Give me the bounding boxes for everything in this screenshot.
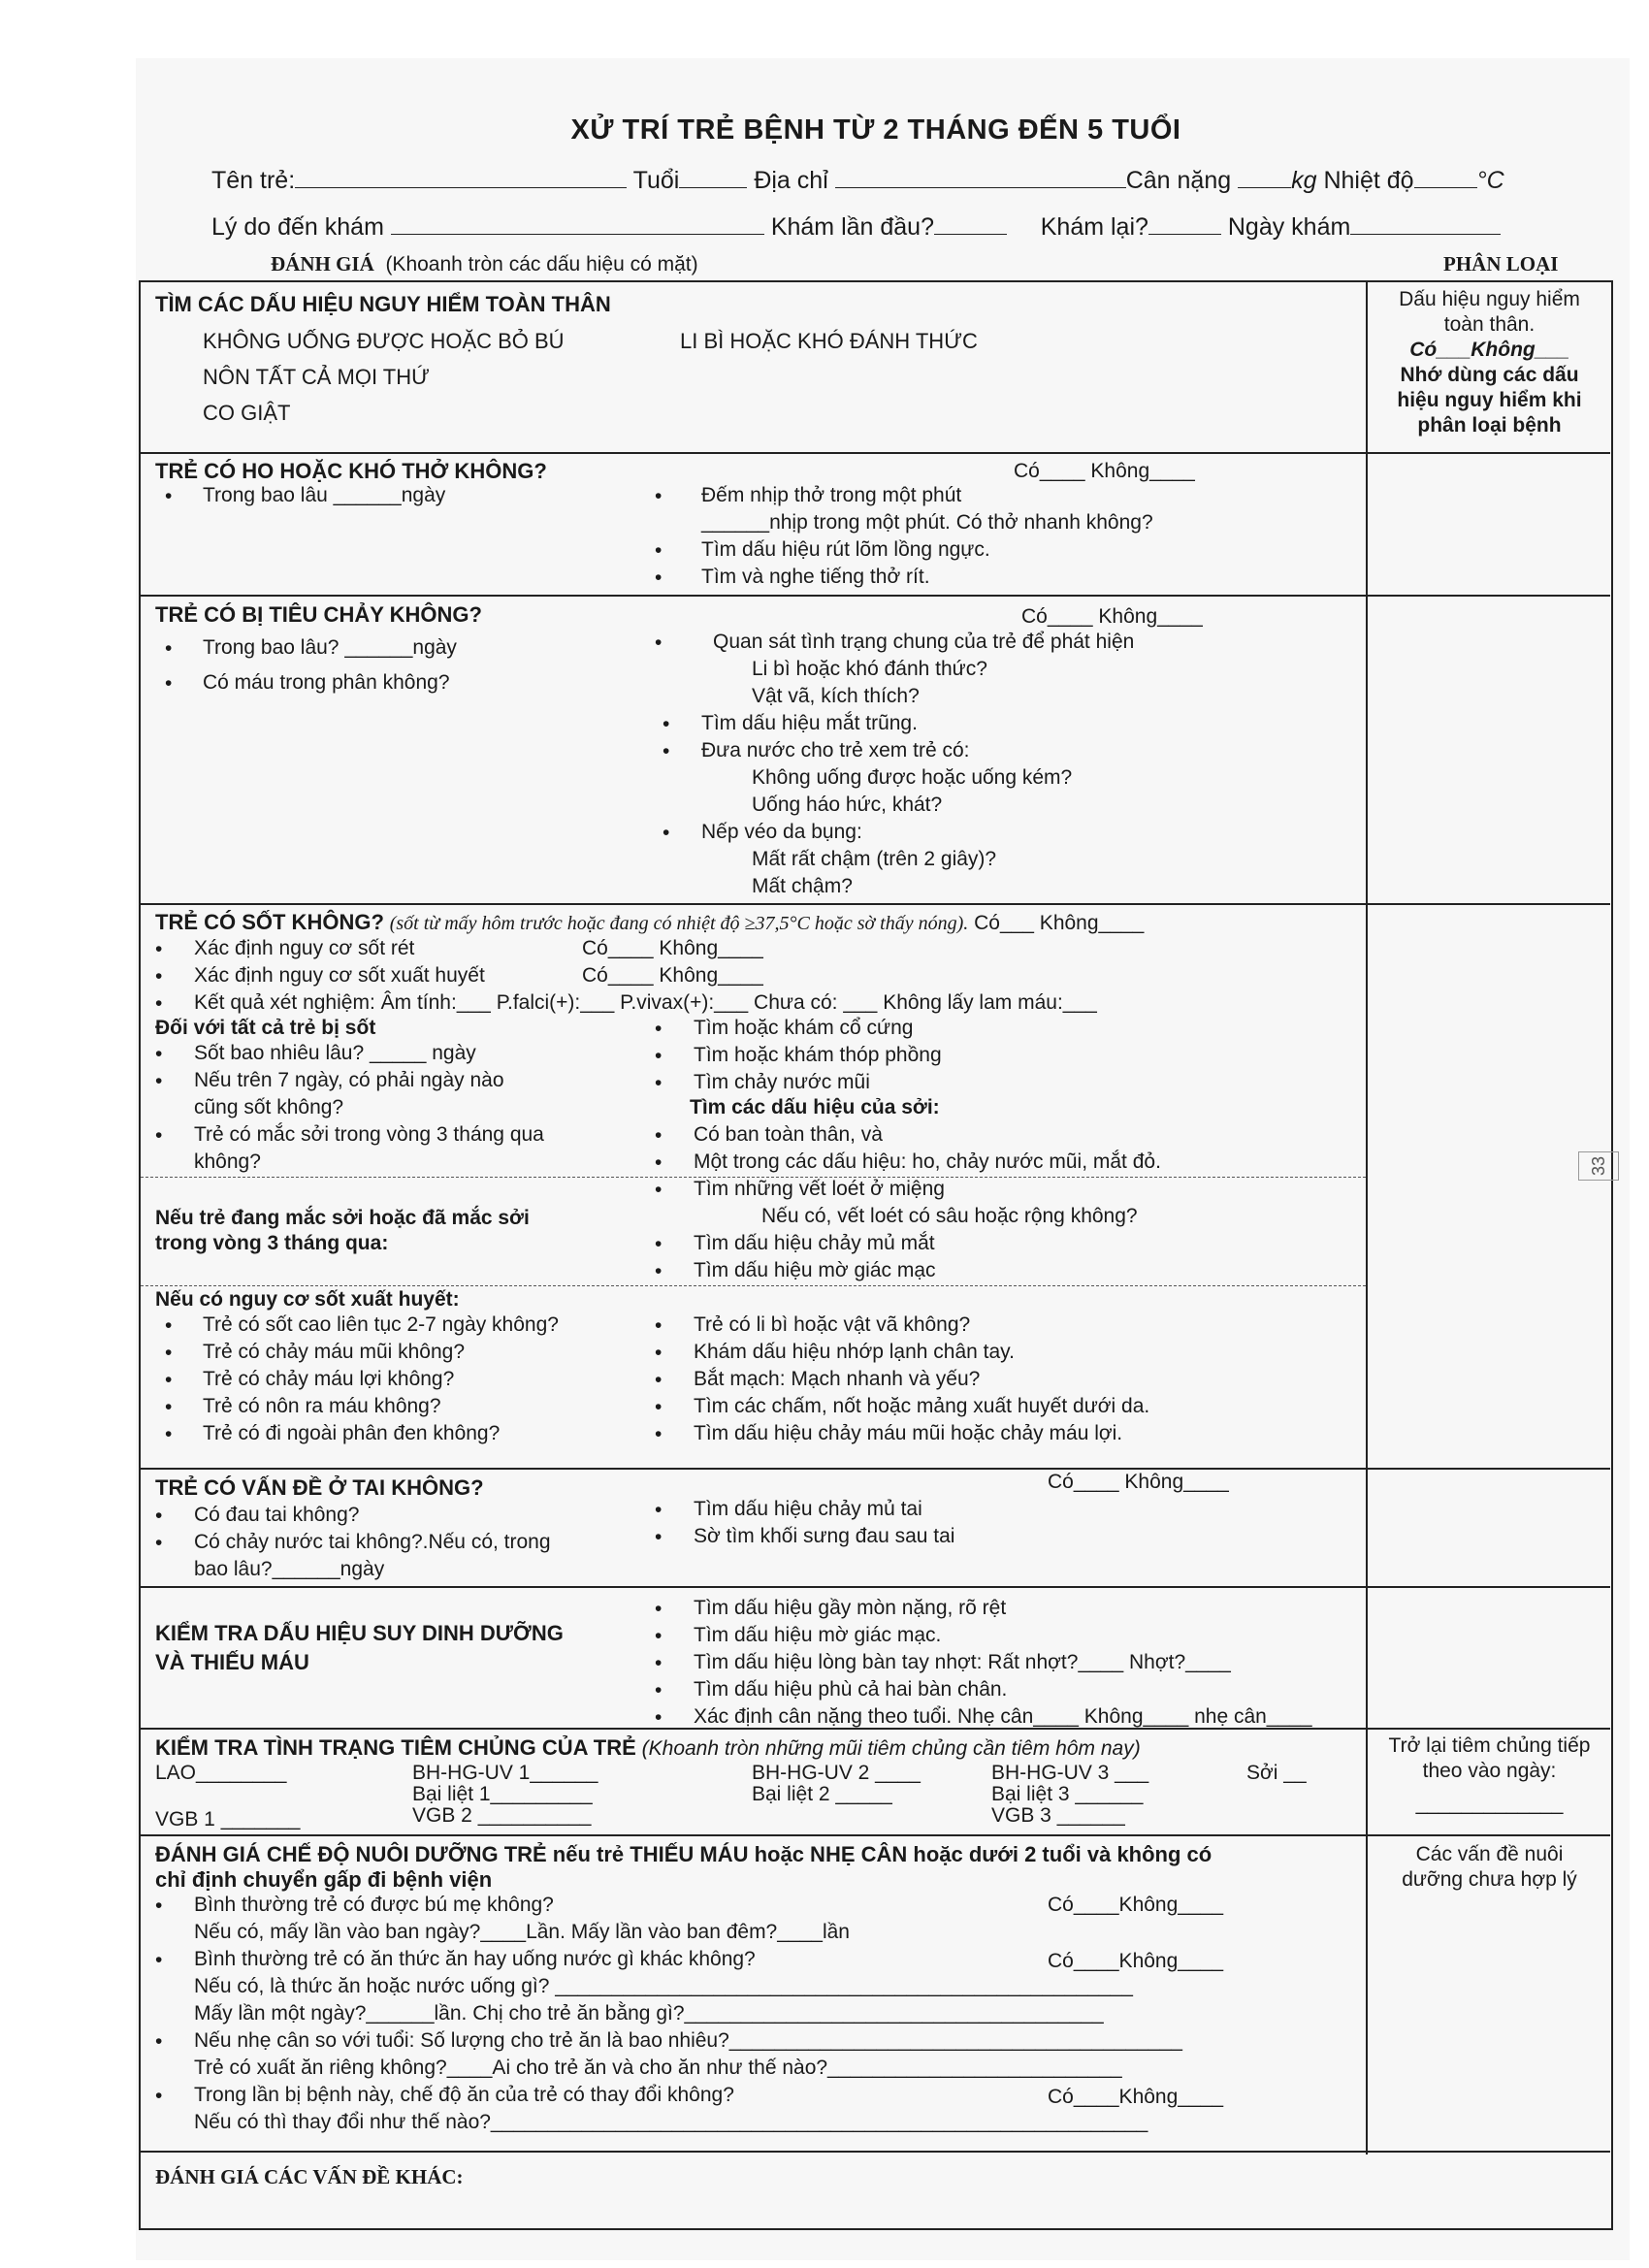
bullet: •	[655, 1260, 663, 1282]
bullet: •	[155, 1124, 163, 1147]
ear-question: Có đau tai không?	[194, 1504, 360, 1526]
bullet: •	[655, 1233, 663, 1255]
danger-item: KHÔNG UỐNG ĐƯỢC HOẶC BỎ BÚ	[203, 329, 565, 353]
bullet: •	[663, 713, 670, 735]
bullet: •	[155, 992, 163, 1015]
diarrhoea-subitem: Uống háo hức, khát?	[752, 794, 943, 816]
vaccine-polio3[interactable]: Bại liệt 3 ______	[991, 1783, 1144, 1805]
measles-exam: Tìm dấu hiệu chảy mủ mắt	[694, 1232, 935, 1254]
bullet: •	[155, 2030, 163, 2053]
first-visit-field[interactable]	[934, 233, 1007, 235]
nutrition-exam: Tìm dấu hiệu mờ giác mạc.	[694, 1624, 942, 1646]
bullet: •	[155, 1505, 163, 1527]
cls-line: dưỡng chưa hợp lý	[1402, 1868, 1577, 1891]
bullet: •	[655, 1706, 663, 1729]
bullet: •	[165, 637, 173, 660]
fever-heading: TRẺ CÓ SỐT KHÔNG?	[155, 910, 384, 934]
dengue-exam: Khám dấu hiệu nhớp lạnh chân tay.	[694, 1341, 1015, 1363]
bullet: •	[165, 1369, 173, 1391]
bullet: •	[655, 1625, 663, 1647]
feeding-yes-no[interactable]: Có____Không____	[1048, 1894, 1224, 1916]
bullet: •	[655, 1526, 663, 1548]
bullet: •	[663, 740, 670, 762]
section-ear	[141, 1470, 1610, 1588]
danger-item: LI BÌ HOẶC KHÓ ĐÁNH THỨC	[680, 329, 978, 353]
bullet: •	[655, 1124, 663, 1147]
bullet: •	[655, 1499, 663, 1521]
fever-question: Trẻ có mắc sởi trong vòng 3 tháng qua	[194, 1123, 544, 1146]
dengue-exam: Bắt mạch: Mạch nhanh và yếu?	[694, 1368, 981, 1390]
feeding-yes-no[interactable]: Có____Không____	[1048, 2086, 1224, 2108]
dengue-question: Trẻ có chảy máu lợi không?	[203, 1368, 455, 1390]
ear-yes-no[interactable]: Có____ Không____	[1048, 1471, 1229, 1493]
vaccine-bcg[interactable]: LAO________	[155, 1762, 287, 1784]
weight-label: Cân nặng	[1125, 167, 1232, 194]
fever-question: cũng sốt không?	[194, 1096, 344, 1118]
bullet: •	[655, 1072, 663, 1094]
diarrhoea-item: Quan sát tình trạng chung của trẻ để phát hiện	[713, 631, 1135, 653]
diarrhoea-blood: Có máu trong phân không?	[203, 671, 450, 694]
cough-item: Đếm nhịp thở trong một phút	[701, 484, 962, 506]
feeding-question: Nếu có, là thức ăn hoặc nước uống gì? ___________________________________________________	[194, 1975, 1133, 1997]
immun-classification	[1371, 1733, 1608, 1817]
section-fever	[141, 905, 1610, 1470]
feeding-heading: chỉ định chuyển gấp đi bệnh viện	[155, 1867, 493, 1892]
bullet: •	[155, 965, 163, 988]
diarrhoea-subitem: Không uống được hoặc uống kém?	[752, 766, 1073, 789]
celsius-unit: °C	[1476, 167, 1504, 194]
temperature-label: Nhiệt độ	[1323, 167, 1414, 194]
bullet: •	[155, 1070, 163, 1092]
temperature-field[interactable]	[1414, 186, 1477, 188]
diarrhoea-duration: Trong bao lâu? ______ngày	[203, 636, 457, 659]
danger-yes-no[interactable]: Có___Không___	[1409, 339, 1569, 361]
diarrhoea-heading: TRẺ CÓ BỊ TIÊU CHẢY KHÔNG?	[155, 602, 482, 627]
bullet: •	[155, 1043, 163, 1065]
child-name-label: Tên trẻ:	[211, 167, 296, 194]
measles-sign: Một trong các dấu hiệu: ho, chảy nước mũi, mắt đỏ.	[694, 1150, 1161, 1173]
dengue-question: Trẻ có sốt cao liên tục 2-7 ngày không?	[203, 1313, 559, 1336]
dengue-risk: Xác định nguy cơ sốt xuất huyết	[194, 964, 485, 987]
bullet: •	[165, 1314, 173, 1337]
measles-condition: trong vòng 3 tháng qua:	[155, 1232, 389, 1254]
section-cough	[141, 454, 1610, 597]
section-diarrhoea	[141, 597, 1610, 905]
fever-question: không?	[194, 1150, 261, 1173]
measles-exam: Tìm những vết loét ở miệng	[694, 1178, 945, 1200]
diarrhoea-subitem: Mất rất chậm (trên 2 giây)?	[752, 848, 997, 870]
ear-heading: TRẺ CÓ VẤN ĐỀ Ở TAI KHÔNG?	[155, 1475, 484, 1500]
return-date-field[interactable]: _____________	[1415, 1793, 1564, 1815]
bullet: •	[655, 1396, 663, 1418]
diarrhoea-subitem: Mất chậm?	[752, 875, 853, 897]
all-fever-heading: Đối với tất cả trẻ bị sốt	[155, 1017, 376, 1039]
dengue-question: Trẻ có chảy máu mũi không?	[203, 1341, 466, 1363]
danger-item: NÔN TẤT CẢ MỌI THỨ	[203, 365, 430, 389]
age-field[interactable]	[679, 186, 747, 188]
vaccine-dpt3[interactable]: BH-HG-UV 3 ___	[991, 1762, 1149, 1784]
first-visit-label: Khám lần đầu?	[770, 213, 934, 241]
nutrition-exam: Tìm dấu hiệu gầy mòn nặng, rõ rệt	[694, 1597, 1007, 1619]
bullet: •	[655, 1679, 663, 1701]
bullet: •	[655, 1652, 663, 1674]
visit-date-field[interactable]	[1350, 233, 1501, 235]
cls-line: Trở lại tiêm chủng tiếp	[1388, 1734, 1591, 1757]
vaccine-polio1[interactable]: Bại liệt 1_________	[412, 1783, 593, 1805]
bullet: •	[655, 1598, 663, 1620]
dengue-exam: Tìm dấu hiệu chảy máu mũi hoặc chảy máu lợi.	[694, 1422, 1123, 1444]
circle-instruction: (Khoanh tròn các dấu hiệu có mặt)	[385, 253, 698, 275]
cough-item: Tìm dấu hiệu rút lõm lồng ngực.	[701, 538, 990, 561]
feeding-question: Nếu có thì thay đổi như thế nào?__________________________________________________________	[194, 2111, 1148, 2133]
page-number: 33	[1578, 1151, 1619, 1181]
bullet: •	[655, 567, 663, 589]
address-label: Địa chỉ	[754, 167, 828, 194]
cough-item: Tìm và nghe tiếng thở rít.	[701, 566, 930, 588]
cough-yes-no[interactable]: Có____ Không____	[1014, 460, 1195, 482]
danger-item: CO GIẬT	[203, 401, 291, 425]
nutrition-heading: VÀ THIẾU MÁU	[155, 1650, 309, 1674]
section-other-problems	[141, 2151, 1610, 2234]
bullet: •	[165, 1396, 173, 1418]
nutrition-exam: Tìm dấu hiệu phù cả hai bàn chân.	[694, 1678, 1008, 1701]
section-immunization	[141, 1730, 1610, 1836]
bullet: •	[655, 1369, 663, 1391]
ear-exam: Sờ tìm khối sưng đau sau tai	[694, 1525, 955, 1547]
classify-label: PHÂN LOẠI	[1443, 252, 1559, 275]
cls-line: Các vấn đề nuôi	[1415, 1843, 1564, 1865]
feeding-question: Mấy lần một ngày?______lần. Chị cho trẻ ăn bằng gì?_____________________________________	[194, 2002, 1104, 2025]
feeding-question: Nếu có, mấy lần vào ban ngày?____Lần. Mấy lần vào ban đêm?____lần	[194, 1921, 850, 1943]
dengue-heading: Nếu có nguy cơ sốt xuất huyết:	[155, 1288, 460, 1311]
feeding-yes-no[interactable]: Có____Không____	[1048, 1950, 1224, 1972]
diarrhoea-subitem: Vật vã, kích thích?	[752, 685, 920, 707]
feeding-classification	[1371, 1842, 1608, 1893]
page-title: XỬ TRÍ TRẺ BỆNH TỪ 2 THÁNG ĐẾN 5 TUỔI	[570, 114, 1181, 146]
measles-signs-heading: Tìm các dấu hiệu của sởi:	[690, 1096, 940, 1118]
feeding-question: Nếu nhẹ cân so với tuổi: Số lượng cho trẻ ăn là bao nhiêu?________________________________________	[194, 2029, 1182, 2052]
immun-heading-line	[155, 1735, 1141, 1762]
lab-result: Kết quả xét nghiệm: Âm tính:___ P.falci(+):___ P.vivax(+):___ Chưa có: ___ Không lấy lam máu:___	[194, 991, 1097, 1014]
bullet: •	[655, 1151, 663, 1174]
assess-label: ĐÁNH GIÁ	[271, 252, 374, 275]
bullet: •	[655, 1045, 663, 1067]
bullet: •	[165, 672, 173, 695]
fever-heading-line	[155, 910, 1144, 936]
immun-heading: KIỂM TRA TÌNH TRẠNG TIÊM CHỦNG CỦA TRẺ	[155, 1735, 636, 1760]
vaccine-hepb2[interactable]: VGB 2 __________	[412, 1804, 592, 1827]
cough-item: ______nhịp trong một phút. Có thở nhanh không?	[701, 511, 1153, 534]
danger-classification	[1371, 287, 1608, 438]
fever-exam: Tìm hoặc khám thóp phồng	[694, 1044, 942, 1066]
malaria-risk: Xác định nguy cơ sốt rét	[194, 937, 415, 959]
address-field[interactable]	[835, 186, 1126, 188]
diarrhoea-item: Đưa nước cho trẻ xem trẻ có:	[701, 739, 970, 761]
bullet: •	[155, 1895, 163, 1917]
revisit-field[interactable]	[1148, 233, 1221, 235]
bullet: •	[655, 1018, 663, 1040]
kg-unit: kg	[1291, 167, 1317, 194]
measles-condition: Nếu trẻ đang mắc sởi hoặc đã mắc sởi	[155, 1207, 530, 1229]
bullet: •	[155, 1532, 163, 1554]
nutrition-heading: KIỂM TRA DẤU HIỆU SUY DINH DƯỠNG	[155, 1621, 564, 1645]
ear-exam: Tìm dấu hiệu chảy mủ tai	[694, 1498, 922, 1520]
revisit-label: Khám lại?	[1040, 213, 1148, 241]
visit-date-label: Ngày khám	[1227, 213, 1351, 241]
dengue-question: Trẻ có đi ngoài phân đen không?	[203, 1422, 501, 1444]
feeding-heading: ĐÁNH GIÁ CHẾ ĐỘ NUÔI DƯỠNG TRẺ nếu trẻ THIẾU MÁU hoặc NHẸ CÂN hoặc dưới 2 tuổi và không có	[155, 1842, 1212, 1866]
weight-field[interactable]	[1238, 186, 1291, 188]
other-problems-label: ĐÁNH GIÁ CÁC VẤN ĐỀ KHÁC:	[155, 2165, 464, 2188]
header-row-1	[211, 167, 1504, 195]
nutrition-exam: Tìm dấu hiệu lòng bàn tay nhợt: Rất nhợt?____ Nhợt?____	[694, 1651, 1231, 1673]
diarrhoea-yes-no[interactable]: Có____ Không____	[1021, 605, 1203, 628]
fever-exam: Tìm hoặc khám cổ cứng	[694, 1017, 914, 1039]
dengue-risk-yes-no[interactable]: Có____ Không____	[582, 964, 763, 987]
malaria-risk-yes-no[interactable]: Có____ Không____	[582, 937, 763, 959]
bullet: •	[155, 938, 163, 960]
dengue-question: Trẻ có nôn ra máu không?	[203, 1395, 441, 1417]
diarrhoea-item: Nếp véo da bụng:	[701, 821, 862, 843]
header-row-2	[211, 213, 1501, 242]
danger-heading: TÌM CÁC DẤU HIỆU NGUY HIỂM TOÀN THÂN	[155, 292, 611, 316]
fever-question: Nếu trên 7 ngày, có phải ngày nào	[194, 1069, 504, 1091]
immun-note: (Khoanh tròn những mũi tiêm chủng cần tiêm hôm nay)	[641, 1737, 1141, 1760]
reason-label: Lý do đến khám	[211, 213, 384, 241]
bullet: •	[655, 1314, 663, 1337]
diarrhoea-subitem: Li bì hoặc khó đánh thức?	[752, 658, 987, 680]
cough-heading: TRẺ CÓ HO HOẶC KHÓ THỞ KHÔNG?	[155, 459, 547, 483]
vaccine-measles[interactable]: Sởi __	[1246, 1762, 1307, 1784]
reason-field[interactable]	[391, 233, 764, 235]
cls-note: hiệu nguy hiểm khi	[1397, 389, 1582, 411]
bullet: •	[655, 632, 663, 654]
nutrition-exam: Xác định cân nặng theo tuổi. Nhẹ cân____ Không____ nhẹ cân____	[694, 1705, 1312, 1728]
dengue-exam: Trẻ có li bì hoặc vật vã không?	[694, 1313, 971, 1336]
age-label: Tuổi	[632, 167, 680, 194]
diarrhoea-item: Tìm dấu hiệu mắt trũng.	[701, 712, 918, 734]
fever-note: (sốt từ mấy hôm trước hoặc đang có nhiệt độ ≥37,5°C hoặc sờ thấy nóng).	[389, 913, 969, 934]
cough-duration: Trong bao lâu ______ngày	[203, 484, 446, 506]
dengue-exam: Tìm các chấm, nốt hoặc mảng xuất huyết dưới da.	[694, 1395, 1150, 1417]
feeding-question: Bình thường trẻ có được bú mẹ không?	[194, 1894, 554, 1916]
ear-question: Có chảy nước tai không?.Nếu có, trong	[194, 1531, 551, 1553]
bullet: •	[165, 485, 173, 507]
cls-note: Nhớ dùng các dấu	[1400, 364, 1579, 386]
measles-sign: Có ban toàn thân, và	[694, 1123, 883, 1146]
bullet: •	[663, 822, 670, 844]
vaccine-hepb3[interactable]: VGB 3 ______	[991, 1804, 1125, 1827]
bullet: •	[655, 1179, 663, 1201]
bullet: •	[655, 1342, 663, 1364]
section-feeding	[141, 1836, 1610, 2151]
vaccine-polio2[interactable]: Bại liệt 2 _____	[752, 1783, 892, 1805]
feeding-question: Bình thường trẻ có ăn thức ăn hay uống nước gì khác không?	[194, 1948, 756, 1970]
assessment-form	[139, 280, 1613, 2230]
section-danger-signs	[141, 282, 1610, 454]
bullet: •	[165, 1342, 173, 1364]
vaccine-dpt2[interactable]: BH-HG-UV 2 ____	[752, 1762, 921, 1784]
bullet: •	[155, 1949, 163, 1971]
fever-yes-no[interactable]: Có___ Không____	[974, 912, 1145, 934]
feeding-question: Trong lần bị bệnh này, chế độ ăn của trẻ có thay đổi không?	[194, 2084, 734, 2106]
bullet: •	[655, 539, 663, 562]
bullet: •	[655, 485, 663, 507]
ear-question: bao lâu?______ngày	[194, 1558, 385, 1580]
vaccine-hepb1[interactable]: VGB 1 _______	[155, 1808, 301, 1831]
cls-line: theo vào ngày:	[1422, 1760, 1557, 1782]
fever-exam: Tìm chảy nước mũi	[694, 1071, 870, 1093]
assess-header	[271, 252, 698, 276]
section-nutrition	[141, 1588, 1610, 1730]
cls-line: Dấu hiệu nguy hiểm	[1399, 288, 1580, 310]
cls-note: phân loại bệnh	[1417, 414, 1562, 437]
measles-exam: Nếu có, vết loét có sâu hoặc rộng không?	[761, 1205, 1138, 1227]
bullet: •	[165, 1423, 173, 1445]
vaccine-dpt1[interactable]: BH-HG-UV 1______	[412, 1762, 598, 1784]
feeding-question: Trẻ có xuất ăn riêng không?____Ai cho trẻ ăn và cho ăn như thế nào?__________________________	[194, 2057, 1122, 2079]
bullet: •	[155, 2085, 163, 2107]
fever-question: Sốt bao nhiêu lâu? _____ ngày	[194, 1042, 476, 1064]
child-name-field[interactable]	[295, 186, 627, 188]
cls-line: toàn thân.	[1443, 313, 1536, 336]
measles-exam: Tìm dấu hiệu mờ giác mạc	[694, 1259, 936, 1281]
dashed-divider	[141, 1285, 1366, 1286]
bullet: •	[655, 1423, 663, 1445]
